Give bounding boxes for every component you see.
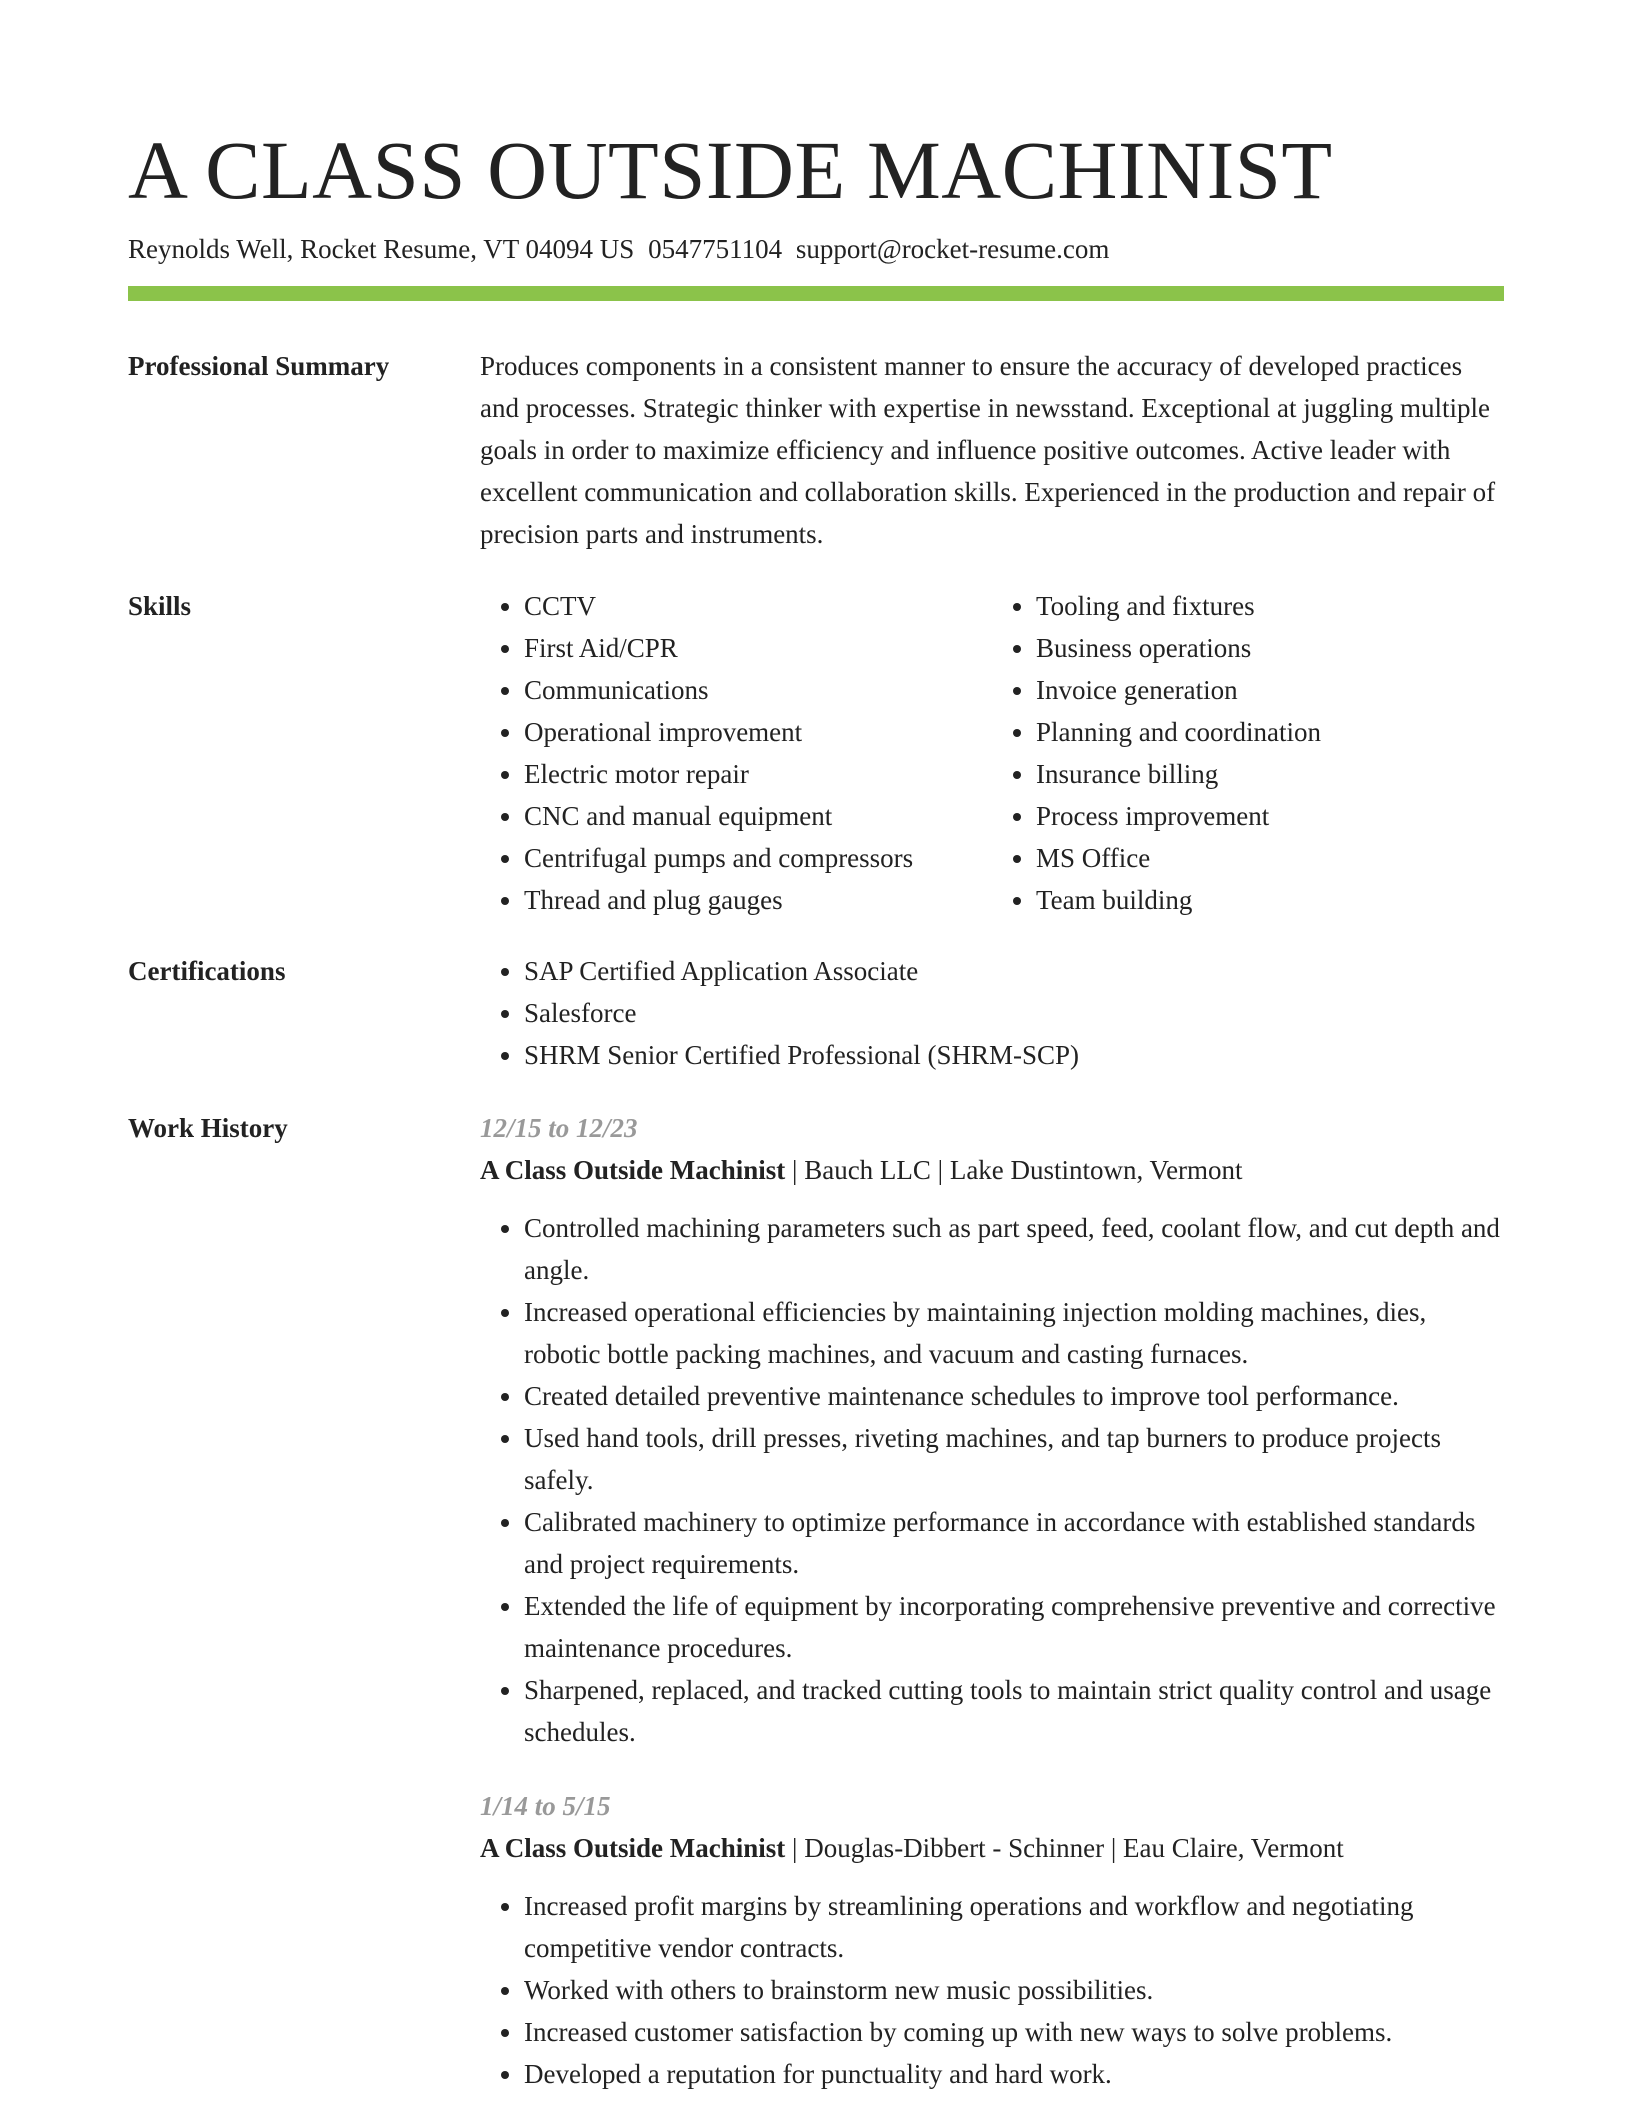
job-bullet: • Controlled machining parameters such as part speed, feed, coolant flow, and cut depth and angle.	[524, 1207, 1504, 1291]
header-divider	[128, 286, 1504, 301]
job-entry	[480, 1785, 1504, 2095]
skill-item: • CCTV	[524, 585, 992, 627]
job-bullet: • Extended the life of equipment by incorporating comprehensive preventive and corrective maintenance procedures.	[524, 1585, 1504, 1669]
contact-line	[128, 231, 1109, 267]
skill-item: • Centrifugal pumps and compressors	[524, 837, 992, 879]
job-bullet: • Used hand tools, drill presses, riveting machines, and tap burners to produce projects safely.	[524, 1417, 1504, 1501]
job-company: | Bauch LLC | Lake Dustintown, Vermont	[792, 1155, 1243, 1185]
job-bullet: • Increased operational efficiencies by maintaining injection molding machines, dies, robotic bottle packing machines, and vacuum and casting furnaces.	[524, 1291, 1504, 1375]
skill-item: • Communications	[524, 669, 992, 711]
job-bullet: • Calibrated machinery to optimize performance in accordance with established standards and project requirements.	[524, 1501, 1504, 1585]
contact-email: support@rocket-resume.com	[795, 234, 1110, 264]
skill-item: • Operational improvement	[524, 711, 992, 753]
certifications-heading: Certifications	[128, 956, 286, 986]
job-title-line	[480, 1827, 1504, 1869]
skill-item: • Thread and plug gauges	[524, 879, 992, 921]
job-bullet: • Sharpened, replaced, and tracked cutting tools to maintain strict quality control and usage schedules.	[524, 1669, 1504, 1753]
job-bullet: • Created detailed preventive maintenance schedules to improve tool performance.	[524, 1375, 1504, 1417]
job-bullets	[480, 1885, 1504, 2095]
candidate-name: A CLASS OUTSIDE MACHINIST	[128, 124, 1333, 216]
skill-item: • Tooling and fixtures	[1036, 585, 1504, 627]
work-history-heading: Work History	[128, 1113, 288, 1143]
job-bullet: • Developed a reputation for punctuality and hard work.	[524, 2053, 1504, 2095]
skill-item: • First Aid/CPR	[524, 627, 992, 669]
skill-item: • Team building	[1036, 879, 1504, 921]
contact-address: Reynolds Well, Rocket Resume, VT 04094 US	[128, 234, 635, 264]
skill-item: • Planning and coordination	[1036, 711, 1504, 753]
summary-heading: Professional Summary	[128, 351, 390, 381]
skill-item: • Business operations	[1036, 627, 1504, 669]
job-company: | Douglas-Dibbert - Schinner | Eau Claire, Vermont	[792, 1833, 1344, 1863]
certification-item: • SAP Certified Application Associate	[524, 950, 1504, 992]
job-dates: 12/15 to 12/23	[480, 1113, 638, 1143]
skill-item: • CNC and manual equipment	[524, 795, 992, 837]
skill-item: • Invoice generation	[1036, 669, 1504, 711]
certification-item: • SHRM Senior Certified Professional (SHRM-SCP)	[524, 1034, 1504, 1076]
work-history-body	[480, 1107, 1504, 2095]
job-title: A Class Outside Machinist	[480, 1833, 786, 1863]
certifications-body	[480, 950, 1504, 1076]
skill-item: • Electric motor repair	[524, 753, 992, 795]
job-title-line	[480, 1149, 1504, 1191]
skills-body	[480, 585, 1504, 921]
certifications-list	[480, 950, 1504, 1076]
job-entry	[480, 1107, 1504, 1753]
skill-item: • MS Office	[1036, 837, 1504, 879]
job-bullets	[480, 1207, 1504, 1753]
job-bullet: • Worked with others to brainstorm new music possibilities.	[524, 1969, 1504, 2011]
job-title: A Class Outside Machinist	[480, 1155, 786, 1185]
skill-item: • Insurance billing	[1036, 753, 1504, 795]
job-bullet: • Increased customer satisfaction by coming up with new ways to solve problems.	[524, 2011, 1504, 2053]
contact-phone: 0547751104	[648, 234, 783, 264]
job-dates: 1/14 to 5/15	[480, 1791, 611, 1821]
skill-item: • Process improvement	[1036, 795, 1504, 837]
summary-text: Produces components in a consistent manner to ensure the accuracy of developed practices and processes. Strategic thinker with expertise in newsstand. Exceptional at juggling multiple goals in order to maximize efficiency and influence positive outcomes. Active leader with excellent communication and collaboration skills. Experienced in the production and repair of precision parts and instruments.	[480, 351, 1496, 549]
skills-columns	[480, 585, 1504, 921]
certification-item: • Salesforce	[524, 992, 1504, 1034]
skills-list-left	[480, 585, 992, 921]
skills-list-right	[992, 585, 1504, 921]
summary-body	[480, 345, 1504, 555]
job-bullet: • Increased profit margins by streamlining operations and workflow and negotiating competitive vendor contracts.	[524, 1885, 1504, 1969]
skills-heading: Skills	[128, 591, 192, 621]
